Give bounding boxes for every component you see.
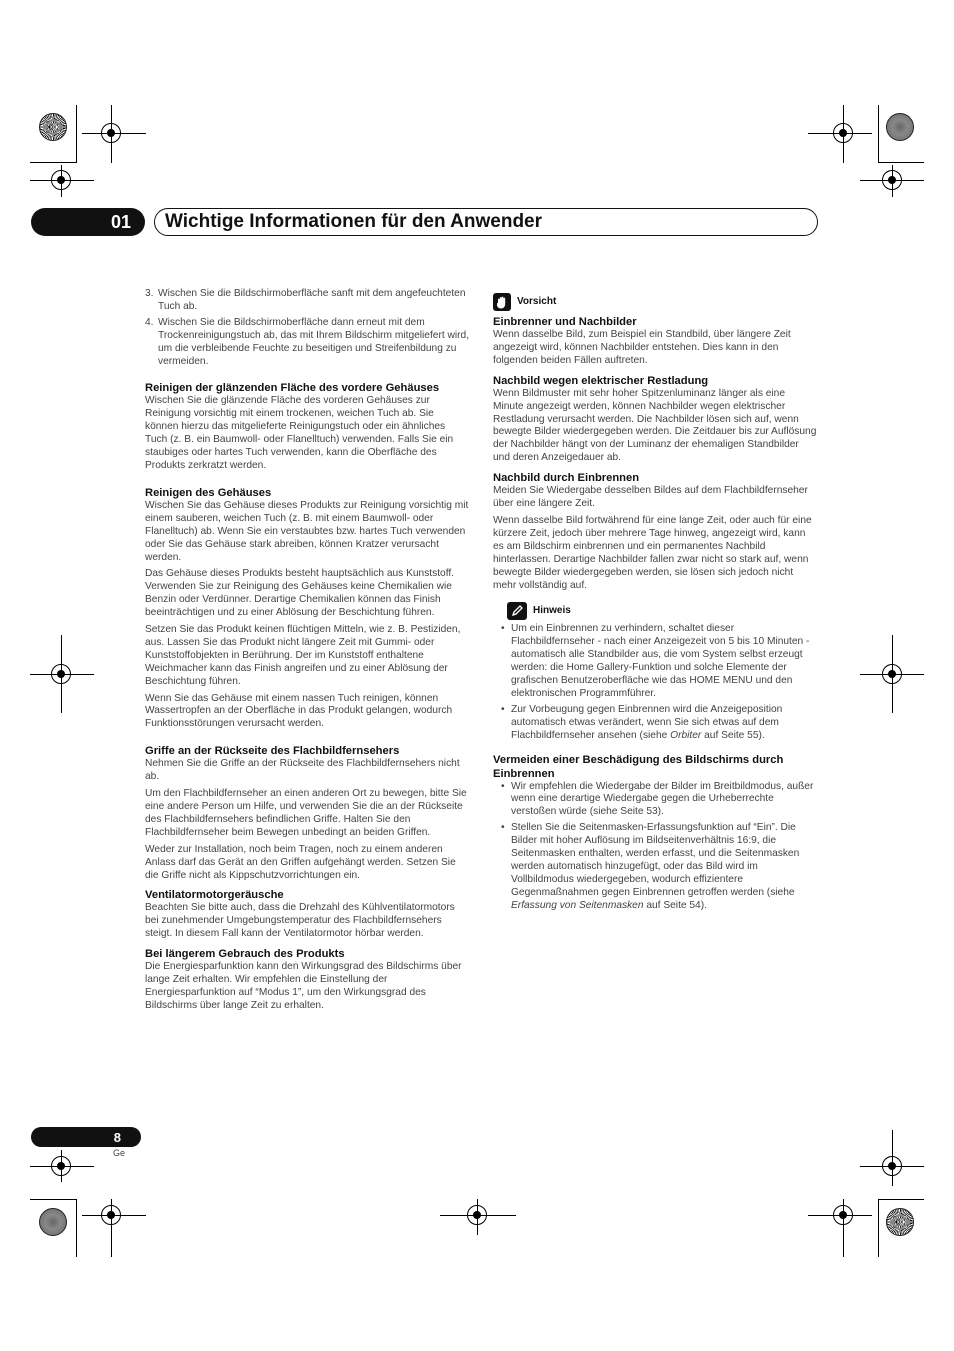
list-item: [501, 781, 818, 820]
step-text: Wischen Sie die Bildschirmoberfläche sanft mit dem angefeuchteten Tuch ab.: [158, 288, 466, 312]
section-heading: Vermeiden einer Beschädigung des Bildschirms durch Einbrennen: [493, 753, 784, 780]
paragraph: Wenn Bildmuster mit sehr hoher Spitzenluminanz länger als eine Minute angezeigt werden, können Nachbilder wegen elektrischer Restladung verursacht werden. Die Nachbilder lösen sich auf, wenn bewegte Bilder wiedergegeben werden. Die Zeitdauer bis zur Auflösung der Nachbilder hängt von der Luminanz der ehemaligen Standbilder und deren Anzeigedauer ab.: [493, 387, 817, 464]
crop-line: [878, 1199, 879, 1257]
paragraph: Wenn Sie das Gehäuse mit einem nassen Tuch reinigen, können Wassertropfen an der Oberfläche in das Produkt gelangen, wodurch Funktionsstörungen verursacht werden.: [145, 692, 453, 730]
list-text: Um ein Einbrennen zu verhindern, schaltet dieser Flachbildfernseher - nach einer Anzeigezeit von 5 bis 10 Minuten - automatisch alle Standbilder aus, die vom System selbst erzeugt werden: die Home Gallery-Funktion und solche Elemente der grafischen Benutzeroberfläche wie das HOME MENU und den elektronischen Programmführer.: [511, 623, 810, 699]
registration-mark: [51, 170, 71, 190]
bullet: •: [501, 623, 505, 635]
note-header: [507, 602, 818, 620]
bullet: •: [501, 703, 505, 715]
section-heading: Bei längerem Gebrauch des Produkts: [145, 948, 345, 961]
chapter-number-badge: [31, 208, 145, 236]
crop-line: [878, 162, 924, 163]
paragraph: Die Energiesparfunktion kann den Wirkungsgrad des Bildschirms über lange Zeit erhalten. Wir empfehlen die Einstellung der Energiesparfunktion auf “Modus 1”, um den Wirkungsgrad des Bildschirms über lange Zeit zu erhalten.: [145, 961, 462, 1011]
section-heading: Reinigen des Gehäuses: [145, 486, 272, 499]
registration-mark: [833, 1205, 853, 1225]
crop-line: [30, 162, 76, 163]
registration-mark: [882, 664, 902, 684]
crop-line: [30, 1199, 76, 1200]
color-bar-disc: [886, 1208, 914, 1236]
section-heading: Nachbild wegen elektrischer Restladung: [493, 374, 709, 387]
paragraph: Weder zur Installation, noch beim Tragen, noch zu einem anderen Anlass darf das Gerät an den Griffen aufgehängt werden. Setzen Sie die Griffe nicht als Kippschutzvorrichtungen ein.: [145, 843, 456, 881]
bullet: •: [501, 780, 505, 792]
chapter-number: 01: [110, 211, 131, 232]
crop-line: [76, 105, 77, 163]
left-column: [145, 288, 470, 1017]
paragraph: Das Gehäuse dieses Produkts besteht hauptsächlich aus Kunststoff. Verwenden Sie zur Reinigung des Gehäuses keine Chemikalien wie Benzin oder Verdünner. Derartige Chemikalien können das Finish beeinträchtigen und zu einer Ablösung der Beschichtung führen.: [145, 568, 455, 619]
color-bar-disc: [39, 1208, 67, 1236]
paragraph: Wischen Sie die glänzende Fläche des vorderen Gehäuses zur Reinigung vorsichtig mit einem trockenen, weichen Tuch ab. Sie können hierzu das mitgelieferte Reinigungstuch oder ein ähnliches Tuch (z. B. ein Baumwoll- oder Flanelltuch) verwenden. Falls Sie ein staubiges oder hartes Tuch verwenden, kann die Oberfläche des Produkts zerkratzt werden.: [145, 395, 454, 471]
registration-mark: [101, 123, 121, 143]
list-text: Wir empfehlen die Wiedergabe der Bilder im Breitbildmodus, außer wenn eine derartige Wiedergabe gegen die Urheberrechte verstoßen würde (siehe Seite 53).: [511, 780, 814, 818]
page-number-badge: [31, 1127, 141, 1147]
orbiter-reference: Orbiter: [670, 729, 702, 741]
list-text: Stellen Sie die Seitenmasken-Erfassungsfunktion auf “Ein”. Die Bilder mit hoher Auflösung im Bildseitenverhältnis 16:9, die Seitenmasken enthalten, werden erfasst, und die Seitenmasken werden automatisch hinzugefügt, oder das Bild wird im Vollbildmodus wiedergegeben, wodurch effizientere Gegenmaßnahmen gegen Einbrennen getroffen werden (siehe Erfassung von Seitenmasken auf Seite 54).: [511, 822, 800, 911]
chapter-title: Wichtige Informationen für den Anwender: [165, 211, 543, 232]
step-3: [145, 288, 470, 314]
paragraph: Um den Flachbildfernseher an einen anderen Ort zu bewegen, bitte Sie eine andere Person um Hilfe, und verwenden Sie die an der Rückseite des Flachbildfernsehers befindlichen Griffe. Halten Sie den Flachbildfernseher beim Bewegen unbedingt an beiden Griffen.: [145, 788, 467, 838]
paragraph: Setzen Sie das Produkt keinen flüchtigen Mitteln, wie z. B. Pestiziden, aus. Lassen Sie das Produkt nicht längere Zeit mit Gummi- oder Kunststoffobjekten in Berührung. Der im Kunststoff enthaltene Weichmacher kann das Finish angreifen und zu einer Ablösung der Beschichtung führen.: [145, 624, 461, 687]
paragraph: Nehmen Sie die Griffe an der Rückseite des Flachbildfernsehers nicht ab.: [145, 758, 460, 783]
page-number: 8: [113, 1129, 121, 1145]
language-code: Ge: [113, 1148, 126, 1158]
registration-mark: [101, 1205, 121, 1225]
section-heading: Reinigen der glänzenden Fläche des vordere Gehäuses: [145, 382, 440, 395]
bullet: •: [501, 822, 505, 834]
crop-line: [878, 105, 879, 163]
paragraph: Wenn dasselbe Bild fortwährend für eine lange Zeit, oder auch für eine kürzere Zeit, jedoch über mehrere Tage hinweg, angezeigt wird, kann es am Bildschirm einbrennen und ein permanentes Nachbild hinterlassen. Derartige Nachbilder fallen zwar nicht so stark auf, wenn bewegte Bilder wiedergegeben werden, sie lösen sich jedoch nicht mehr vollständig auf.: [493, 514, 812, 591]
list-item: [501, 623, 818, 700]
note-label: Hinweis: [533, 604, 571, 616]
list-item: [501, 822, 818, 912]
paragraph: Wischen Sie das Gehäuse dieses Produkts zur Reinigung vorsichtig mit einem sauberen, weichen Tuch (z. B. mit einem Baumwoll- oder Flanelltuch) ab. Wenn Sie ein verstaubtes bzw. hartes Tuch verwenden oder Sie das Gehäuse stark abreiben, können Kratzer verursacht werden.: [145, 499, 469, 563]
chapter-title-box: [154, 208, 818, 236]
right-column: [493, 293, 818, 916]
hand-stop-icon: [493, 293, 511, 311]
registration-mark: [882, 170, 902, 190]
list-text: Zur Vorbeugung gegen Einbrennen wird die Anzeigeposition automatisch etwas verändert, wenn Sie sich etwas auf dem Flachbildfernseher ansehen (siehe Orbiter auf Seite 55).: [511, 703, 783, 741]
section-heading: Ventilatormotorgeräusche: [145, 889, 284, 902]
side-mask-reference: Erfassung von Seitenmasken: [511, 899, 644, 911]
caution-label: Vorsicht: [517, 295, 557, 307]
paragraph: Beachten Sie bitte auch, dass die Drehzahl des Kühlventilatormotors bei zunehmender Umgebungstemperatur des Flachbildfernsehers steigt. In diesem Fall kann der Ventilatormotor hörbar werden.: [145, 902, 455, 940]
section-heading: Nachbild durch Einbrennen: [493, 472, 640, 485]
registration-mark: [51, 664, 71, 684]
list-item: [501, 704, 818, 743]
registration-mark: [467, 1205, 487, 1225]
color-bar-disc: [39, 113, 67, 141]
section-heading: Griffe an der Rückseite des Flachbildfernsehers: [145, 745, 400, 758]
caution-header: [493, 293, 818, 311]
bullet-list: [493, 781, 818, 913]
paragraph: Meiden Sie Wiedergabe desselben Bildes auf dem Flachbildfernseher über eine längere Zeit.: [493, 485, 808, 510]
section-heading: Einbrenner und Nachbilder: [493, 316, 637, 328]
step-number: 4.: [145, 316, 154, 328]
note-list: [493, 623, 818, 742]
color-bar-disc: [886, 113, 914, 141]
step-text: Wischen Sie die Bildschirmoberfläche dann erneut mit dem Trockenreinigungstuch ab, das mit Ihrem Bildschirm mitgeliefert wird, um die verbleibende Feuchte zu beseitigen und Streifenbildung zu vermeiden.: [158, 316, 470, 367]
registration-mark: [51, 1156, 71, 1176]
crop-line: [878, 1199, 924, 1200]
registration-mark: [833, 123, 853, 143]
registration-mark: [882, 1156, 902, 1176]
crop-line: [76, 1199, 77, 1257]
step-number: 3.: [145, 288, 154, 299]
step-4: [145, 317, 470, 369]
paragraph: Wenn dasselbe Bild, zum Beispiel ein Standbild, über längere Zeit angezeigt wird, können Nachbilder entstehen. Dies kann in den folgenden beiden Fällen auftreten.: [493, 329, 791, 366]
pencil-icon: [507, 602, 527, 620]
